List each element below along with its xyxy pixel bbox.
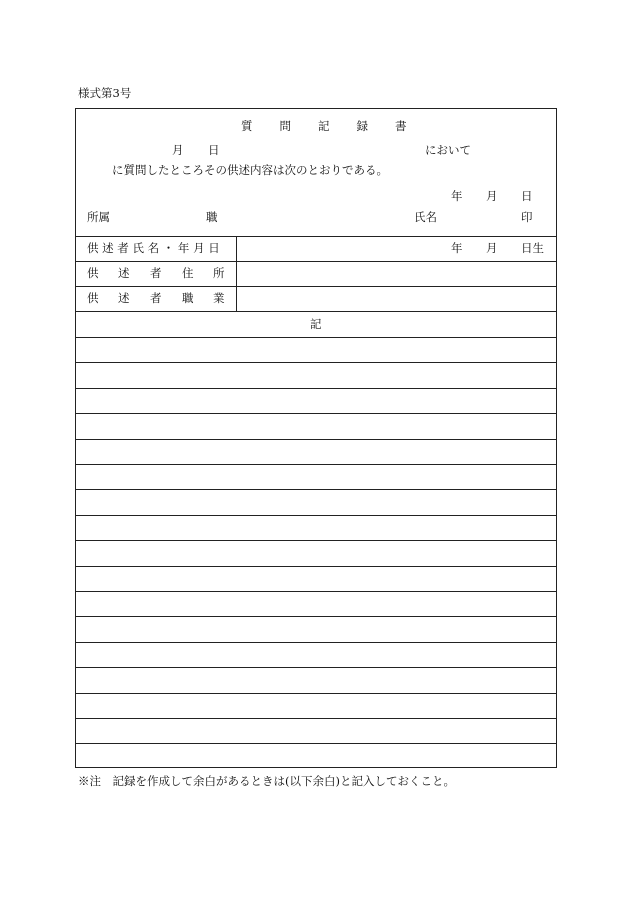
date-month-label: 月 xyxy=(486,189,498,203)
footnote: ※注 記録を作成して余白があるときは(以下余白)と記入しておくこと。 xyxy=(78,774,455,788)
record-line xyxy=(75,642,557,643)
record-line xyxy=(75,388,557,389)
occupation-label-char: 職 xyxy=(182,291,194,305)
record-line xyxy=(75,667,557,668)
address-label-char: 所 xyxy=(213,266,225,280)
address-label-char: 住 xyxy=(182,266,194,280)
seal-label: 印 xyxy=(521,210,533,224)
row-divider xyxy=(75,311,557,312)
day-label: 日 xyxy=(208,143,220,157)
title-char: 問 xyxy=(279,119,291,133)
record-line xyxy=(75,718,557,719)
dob-year-label: 年 xyxy=(451,241,463,255)
location-suffix: において xyxy=(425,143,471,157)
occupation-label-char: 供 xyxy=(87,291,99,305)
record-heading: 記 xyxy=(310,317,322,331)
title-char: 質 xyxy=(241,119,253,133)
record-line xyxy=(75,566,557,567)
title-char: 書 xyxy=(395,119,407,133)
row-divider xyxy=(75,286,557,287)
label-column-divider xyxy=(236,236,237,312)
row-divider xyxy=(75,261,557,262)
occupation-label-char: 述 xyxy=(118,291,130,305)
address-label-char: 供 xyxy=(87,266,99,280)
record-form-frame xyxy=(75,108,557,768)
record-line xyxy=(75,337,557,338)
name-dob-label: 供 述 者 氏 名 ・ 年 月 日 xyxy=(87,241,220,255)
address-label-char: 者 xyxy=(150,266,162,280)
statement-text: に質問したところその供述内容は次のとおりである。 xyxy=(112,163,388,177)
date-day-label: 日 xyxy=(521,189,533,203)
record-line xyxy=(75,362,557,363)
record-line xyxy=(75,489,557,490)
name-label: 氏名 xyxy=(414,210,437,224)
occupation-label-char: 者 xyxy=(150,291,162,305)
row-divider xyxy=(75,236,557,237)
dob-suffix: 日生 xyxy=(521,241,544,255)
record-line xyxy=(75,616,557,617)
affiliation-label: 所属 xyxy=(87,210,110,224)
record-line xyxy=(75,413,557,414)
form-number: 様式第3号 xyxy=(78,86,132,100)
position-label: 職 xyxy=(206,210,218,224)
form-title xyxy=(241,121,407,133)
address-label-char: 述 xyxy=(118,266,130,280)
title-char: 記 xyxy=(318,119,330,133)
record-line xyxy=(75,540,557,541)
record-line xyxy=(75,743,557,744)
occupation-label-char: 業 xyxy=(213,291,225,305)
record-line xyxy=(75,515,557,516)
title-char: 録 xyxy=(356,119,368,133)
record-line xyxy=(75,464,557,465)
record-line xyxy=(75,693,557,694)
record-line xyxy=(75,439,557,440)
date-year-label: 年 xyxy=(451,189,463,203)
record-line xyxy=(75,591,557,592)
dob-month-label: 月 xyxy=(486,241,498,255)
month-label: 月 xyxy=(172,143,184,157)
